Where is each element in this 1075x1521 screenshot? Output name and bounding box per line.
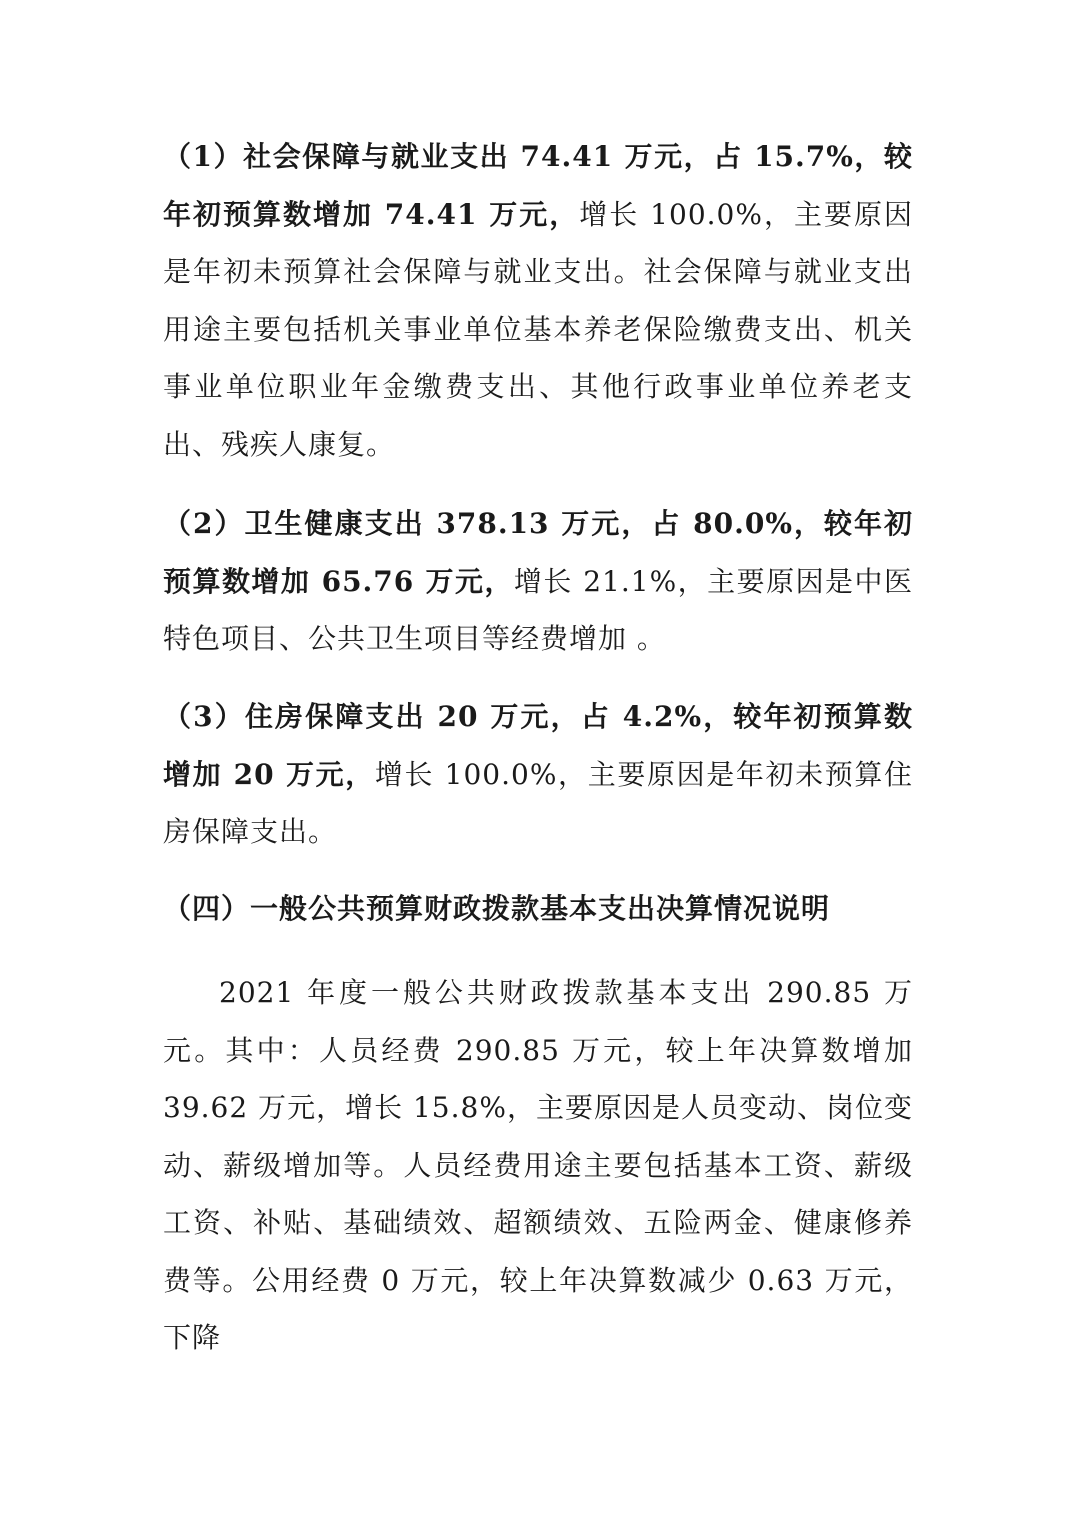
paragraph-housing-body: 增长 100.0%，主要原因是年初未预算住房保障支出。 — [163, 757, 913, 848]
paragraph-health-lead: （2）卫生健康支出 378.13 万元，占 80.0%，较年初预算数增加 65.76 万元， — [163, 507, 913, 598]
section-heading: （四）一般公共预算财政拨款基本支出决算情况说明 — [163, 892, 831, 925]
paragraph-housing — [163, 688, 913, 861]
paragraph-basic-expenditure: 2021 年度一般公共财政拨款基本支出 290.85 万元。其中：人员经费 290.85 万元，较上年决算数增加 39.62 万元，增长 15.8%，主要原因是人员变动、岗位变动、薪级增加等。人员经费用途主要包括基本工资、薪级工资、补贴、基础绩效、超额绩效、五险两金、健康修养费等。公用经费 0 万元，较上年决算数减少 0.63 万元，下降 — [163, 976, 913, 1354]
paragraph-social-security — [163, 128, 913, 473]
paragraph-housing-lead: （3）住房保障支出 20 万元，占 4.2%，较年初预算数增加 20 万元， — [163, 700, 913, 791]
paragraph-health — [163, 495, 913, 668]
paragraph-health-body: 增长 21.1%，主要原因是中医特色项目、公共卫生项目等经费增加 。 — [163, 564, 913, 655]
paragraph-social-security-body: 增长 100.0%，主要原因是年初未预算社会保障与就业支出。社会保障与就业支出用途主要包括机关事业单位基本养老保险缴费支出、机关事业单位职业年金缴费支出、其他行政事业单位养老支出、残疾人康复。 — [163, 197, 913, 461]
paragraph-social-security-lead: （1）社会保障与就业支出 74.41 万元，占 15.7%，较年初预算数增加 74.41 万元， — [163, 140, 913, 231]
